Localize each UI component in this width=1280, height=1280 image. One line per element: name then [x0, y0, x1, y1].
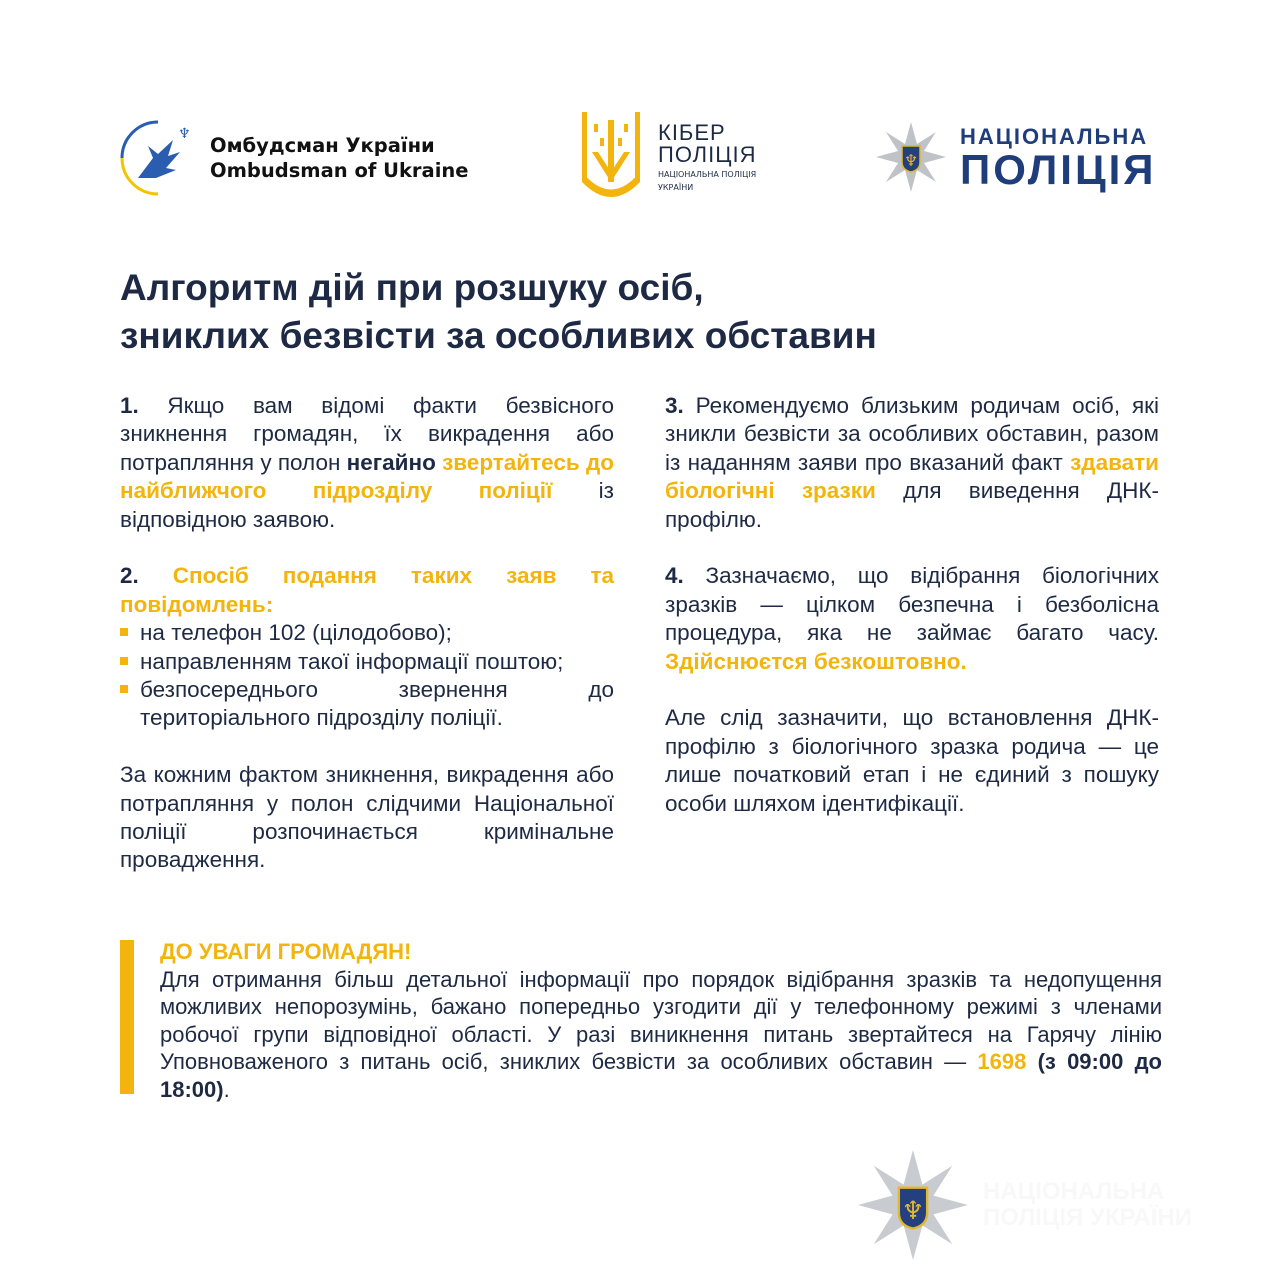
police-line2: ПОЛІЦІЯ	[960, 146, 1157, 193]
ombudsman-emblem-icon	[118, 118, 198, 198]
step-number: 4.	[665, 563, 684, 589]
step-3	[665, 392, 1159, 534]
step-4	[665, 562, 1159, 676]
police-star-icon	[858, 1150, 968, 1260]
step-number: 1.	[120, 393, 139, 418]
svg-text:♆: ♆	[903, 151, 919, 170]
national-police-logo	[876, 122, 1157, 192]
step-number: 3.	[665, 393, 684, 418]
police-star-icon	[876, 122, 946, 192]
cyber-line2: ПОЛІЦІЯ	[658, 142, 757, 167]
right-column	[665, 392, 1159, 846]
dna-note-text: Але слід зазначити, що встановлення ДНК-профілю з біологічного зразка родича — це лише початковий етап і не єдиний з пошуку особи шляхом ідентифікації.	[665, 705, 1159, 816]
bullet-icon	[120, 657, 128, 665]
hotline-number: 1698	[977, 1049, 1027, 1074]
bullet-item	[120, 619, 614, 647]
ombudsman-logo	[118, 118, 469, 198]
svg-text:♆: ♆	[901, 1196, 925, 1226]
watermark-logo	[858, 1150, 1192, 1260]
watermark-line2: ПОЛІЦІЯ УКРАЇНИ	[983, 1204, 1192, 1231]
bullet-icon	[120, 685, 128, 693]
accent-bar	[120, 940, 134, 1094]
attention-text	[160, 966, 1162, 1104]
step-1	[120, 392, 614, 534]
cyber-line1: КІБЕР	[658, 120, 726, 145]
step-2	[120, 562, 614, 732]
highlight: звертайтесь до найближчого підрозділу поліції	[120, 449, 615, 504]
highlight: Спосіб подання таких заяв та повідомлень:	[120, 563, 614, 617]
ombudsman-name-en: Ombudsman of Ukraine	[210, 159, 469, 182]
trident-icon	[578, 112, 644, 202]
text: Якщо вам відомі факти безвісного зникнення громадян, їх викрадення або потрапляння у полон	[120, 393, 614, 475]
bullet-text: на телефон 102 (цілодобово);	[140, 620, 452, 646]
text: для виведення ДНК-профілю.	[665, 478, 1160, 532]
left-column	[120, 392, 614, 903]
bullet-item	[120, 648, 614, 676]
svg-text:♆: ♆	[178, 126, 191, 142]
ombudsman-name-ua: Омбудсман України	[210, 134, 435, 157]
police-line1: НАЦІОНАЛЬНА	[960, 124, 1149, 149]
title-line2: зниклих безвісти за особливих обставин	[120, 315, 877, 356]
criminal-proceedings-text: За кожним фактом зникнення, викрадення або потрапляння у полон слідчими Національної поліції розпочинається кримінальне провадження.	[120, 762, 614, 873]
page-title	[120, 264, 877, 360]
text: Зазначаємо, що відібрання біологічних зразків — цілком безпечна і безболісна процедура, яка не займає багато часу.	[665, 563, 1159, 646]
hotline-hours: (з 09:00 до 18:00)	[160, 1049, 1162, 1102]
bold-text: негайно	[346, 449, 436, 475]
cyber-police-logo	[578, 112, 757, 202]
watermark-line1: НАЦІОНАЛЬНА	[983, 1178, 1165, 1205]
text: Рекомендуємо близьким родичам осіб, які зникли безвісти за особливих обставин, разом із наданням заяви про вказаний факт	[665, 393, 1159, 475]
bullet-item	[120, 676, 614, 733]
highlight: Здійснюєтся безкоштовно.	[665, 648, 967, 674]
bullet-icon	[120, 628, 128, 636]
highlight: здавати біологічні зразки	[665, 449, 1159, 504]
cyber-line4: УКРАЇНИ	[658, 183, 694, 192]
title-line1: Алгоритм дій при розшуку осіб,	[120, 267, 704, 308]
step-number: 2.	[120, 563, 139, 589]
attention-heading: ДО УВАГИ ГРОМАДЯН!	[160, 939, 412, 964]
text: Для отримання більш детальної інформації про порядок відібрання зразків та недопущення можливих непорозумінь, бажано попередньо узгодити дії у телефонному режимі з членами робочої групи відповідної області. У разі виникнення питань звертайтеся на Гарячу лінію Уповноваженого з питань осіб, зниклих безвісти за особливих обставин —	[160, 966, 1162, 1074]
cyber-line3: НАЦІОНАЛЬНА ПОЛІЦІЯ	[658, 170, 757, 179]
bullet-text: направленням такої інформації поштою;	[140, 648, 564, 674]
text: із відповідною заявою.	[120, 478, 614, 532]
bullet-text: безпосереднього звернення до територіального підрозділу поліції.	[140, 677, 614, 731]
attention-block	[120, 938, 1162, 1103]
text: .	[223, 1076, 230, 1102]
